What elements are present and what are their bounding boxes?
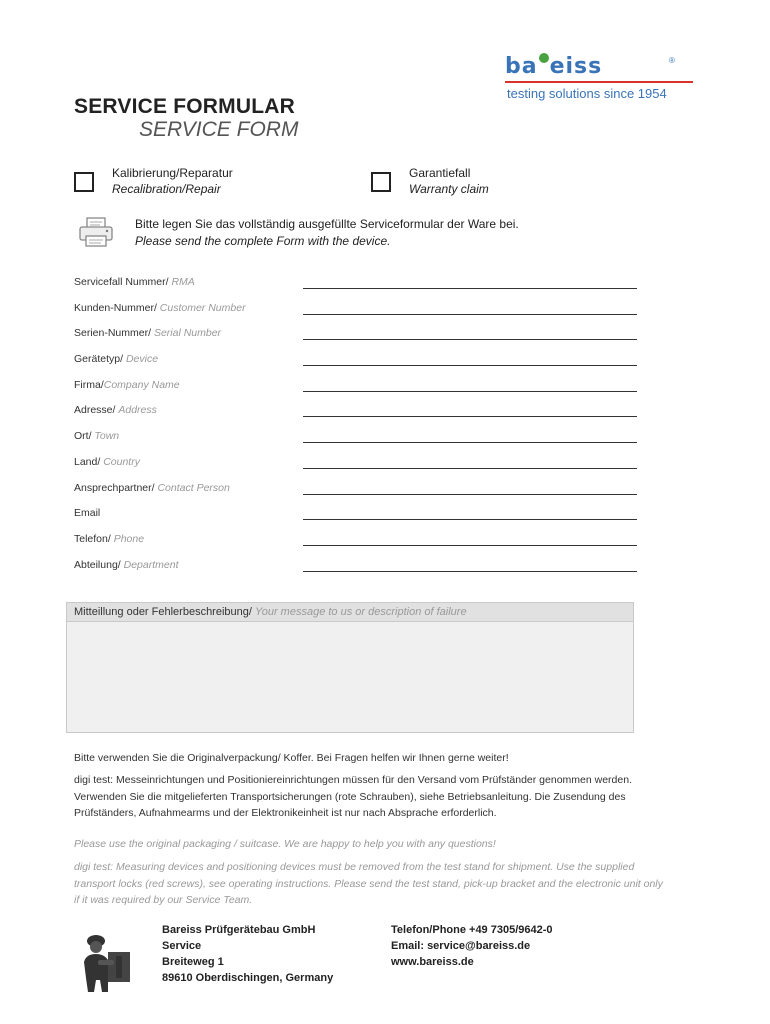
company-name: Bareiss Prüfgerätebau GmbH <box>162 924 316 936</box>
serial-number-field[interactable] <box>303 327 637 340</box>
recalibration-label-de: Kalibrierung/Reparatur <box>112 166 233 180</box>
serial-number-label: Serien-Nummer/ Serial Number <box>74 327 222 339</box>
company-name-label: Firma/Company Name <box>74 379 180 391</box>
contact-person-label: Ansprechpartner/ Contact Person <box>74 482 230 494</box>
registered-mark: ® <box>669 56 675 65</box>
company-website[interactable]: www.bareiss.de <box>391 956 474 968</box>
logo-tagline: testing solutions since 1954 <box>507 86 667 101</box>
logo-wordmark: ba eiss <box>505 54 603 79</box>
contact-person-field[interactable] <box>303 482 637 495</box>
message-textarea[interactable] <box>66 622 634 733</box>
town-label: Ort/ Town <box>74 430 120 442</box>
company-name-field[interactable] <box>303 379 637 392</box>
instruction-en-2: digi test: Measuring devices and positioning devices must be removed from the test stand for shipment. Use the supplied transport locks (red screws), see operating instructions. Please send the test stand, pick-up bracket and the electronic unit only if it was required by our Service Team. <box>74 861 663 906</box>
email-field[interactable] <box>303 507 637 520</box>
country-label: Land/ Country <box>74 456 140 468</box>
email-label: Email <box>74 507 101 519</box>
recalibration-label-en: Recalibration/Repair <box>112 182 221 196</box>
instruction-de-1: Bitte verwenden Sie die Originalverpackung/ Koffer. Bei Fragen helfen wir Ihnen gerne weiter! <box>74 752 509 764</box>
town-field[interactable] <box>303 430 637 443</box>
instruction-en-1: Please use the original packaging / suitcase. We are happy to help you with any questions! <box>74 838 496 850</box>
notice-text-en: Please send the complete Form with the device. <box>135 234 391 248</box>
device-field[interactable] <box>303 353 637 366</box>
warranty-label-de: Garantiefall <box>409 166 471 180</box>
warranty-label-en: Warranty claim <box>409 182 489 196</box>
rma-label: Servicefall Nummer/ RMA <box>74 276 195 288</box>
company-street: Breiteweg 1 <box>162 956 224 968</box>
recalibration-repair-checkbox[interactable] <box>74 172 94 192</box>
address-field[interactable] <box>303 404 637 417</box>
page-title: SERVICE FORMULAR <box>74 95 295 118</box>
message-label: Mitteillung oder Fehlerbeschreibung/ Your message to us or description of failure <box>74 606 467 618</box>
logo-red-line <box>505 81 693 83</box>
company-phone: Telefon/Phone +49 7305/9642-0 <box>391 924 553 936</box>
company-contact <box>391 922 553 970</box>
logo-green-dot <box>539 53 549 63</box>
device-label: Gerätetyp/ Device <box>74 353 159 365</box>
country-field[interactable] <box>303 456 637 469</box>
company-email[interactable]: Email: service@bareiss.de <box>391 940 531 952</box>
warranty-claim-checkbox[interactable] <box>371 172 391 192</box>
message-header <box>66 602 634 622</box>
phone-label: Telefon/ Phone <box>74 533 145 545</box>
delivery-person-icon <box>78 932 140 994</box>
address-label: Adresse/ Address <box>74 404 157 416</box>
customer-number-label: Kunden-Nummer/ Customer Number <box>74 302 246 314</box>
company-city: 89610 Oberdischingen, Germany <box>162 972 334 984</box>
customer-number-field[interactable] <box>303 302 637 315</box>
company-dept: Service <box>162 940 202 952</box>
department-label: Abteilung/ Department <box>74 559 179 571</box>
company-address <box>162 922 333 986</box>
rma-field[interactable] <box>303 276 637 289</box>
page-subtitle: SERVICE FORM <box>139 118 299 141</box>
instruction-de-2: digi test: Messeinrichtungen und Positioniereinrichtungen müssen für den Versand vom Prüfständer genommen werden. Verwenden Sie die mitgelieferten Transportsicherungen (rote Schrauben), siehe Betriebsanleitung. Die Zusendung des Prüfständers, Aufnahmearms und der Elektronikeinheit ist nur nach Absprache erforderlich. <box>74 774 632 819</box>
phone-field[interactable] <box>303 533 637 546</box>
printer-icon <box>78 216 114 248</box>
bareiss-logo <box>505 56 695 106</box>
notice-text-de: Bitte legen Sie das vollständig ausgefüllte Serviceformular der Ware bei. <box>135 217 519 231</box>
department-field[interactable] <box>303 559 637 572</box>
